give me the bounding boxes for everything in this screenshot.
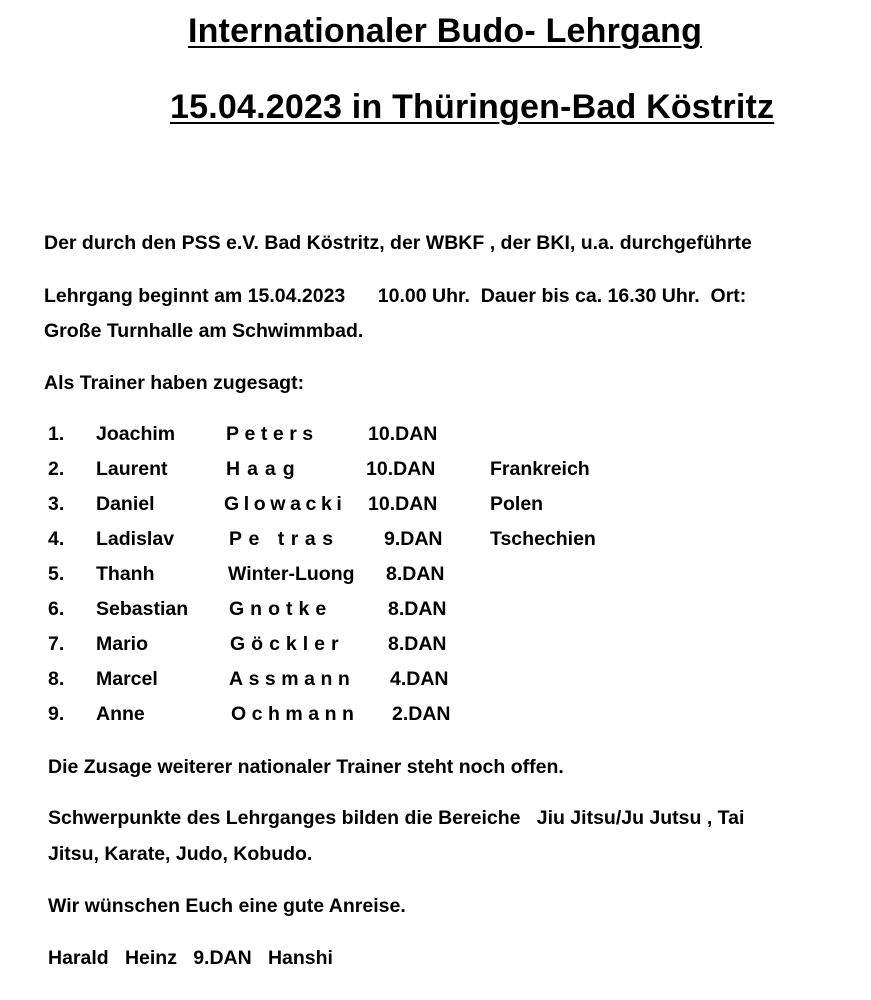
trainer-last-name: Pe tras [229,528,340,550]
signature: Harald Heinz 9.DAN Hanshi [48,947,333,969]
trainer-country: Polen [490,493,544,515]
trainer-grade: 2.DAN [392,703,451,725]
trainer-grade: 10.DAN [366,458,436,480]
outro-line-1: Die Zusage weiterer nationaler Trainer steht noch offen. [48,756,564,778]
trainer-grade: 8.DAN [388,598,447,620]
trainer-number: 8. [48,668,65,690]
trainer-last-name: Gnotke [229,598,333,620]
trainer-last-name: Winter-Luong [228,563,355,585]
trainer-last-name: Glowacki [224,493,347,515]
intro-line-3: Große Turnhalle am Schwimmbad. [44,320,364,342]
trainer-grade: 9.DAN [384,528,443,550]
trainer-number: 1. [48,423,65,445]
intro-line-1: Der durch den PSS e.V. Bad Köstritz, der WBKF , der BKI, u.a. durchgeführte [44,232,752,254]
trainer-first-name: Marcel [96,668,158,690]
intro-line-2: Lehrgang beginnt am 15.04.2023 10.00 Uhr. Dauer bis ca. 16.30 Uhr. Ort: [44,285,747,307]
trainer-last-name: Haag [226,458,302,480]
trainer-number: 2. [48,458,65,480]
trainer-grade: 8.DAN [386,563,445,585]
trainers-heading: Als Trainer haben zugesagt: [44,372,305,394]
trainer-grade: 10.DAN [368,493,438,515]
trainer-last-name: Ochmann [231,703,360,725]
trainer-country: Frankreich [490,458,590,480]
trainer-first-name: Joachim [96,423,176,445]
trainer-first-name: Laurent [96,458,168,480]
trainer-first-name: Anne [96,703,145,725]
outro-line-3: Jitsu, Karate, Judo, Kobudo. [48,843,313,865]
trainer-last-name: Peters [226,423,319,445]
event-date-location: 15.04.2023 in Thüringen-Bad Köstritz [170,88,775,126]
trainer-country: Tschechien [490,528,596,550]
trainer-number: 9. [48,703,65,725]
trainer-number: 7. [48,633,65,655]
trainer-first-name: Sebastian [96,598,189,620]
trainer-number: 5. [48,563,65,585]
trainer-number: 4. [48,528,65,550]
trainer-grade: 10.DAN [368,423,438,445]
trainer-first-name: Thanh [96,563,155,585]
page-title: Internationaler Budo- Lehrgang [187,12,703,50]
outro-line-4: Wir wünschen Euch eine gute Anreise. [48,895,406,917]
outro-line-2: Schwerpunkte des Lehrganges bilden die Bereiche Jiu Jitsu/Ju Jutsu , Tai [48,807,745,829]
trainer-last-name: Göckler [230,633,345,655]
trainer-grade: 4.DAN [390,668,449,690]
trainer-first-name: Daniel [96,493,155,515]
trainer-grade: 8.DAN [388,633,447,655]
trainer-number: 3. [48,493,65,515]
trainer-first-name: Ladislav [96,528,175,550]
trainer-number: 6. [48,598,65,620]
trainer-first-name: Mario [96,633,149,655]
trainer-last-name: Assmann [229,668,356,690]
